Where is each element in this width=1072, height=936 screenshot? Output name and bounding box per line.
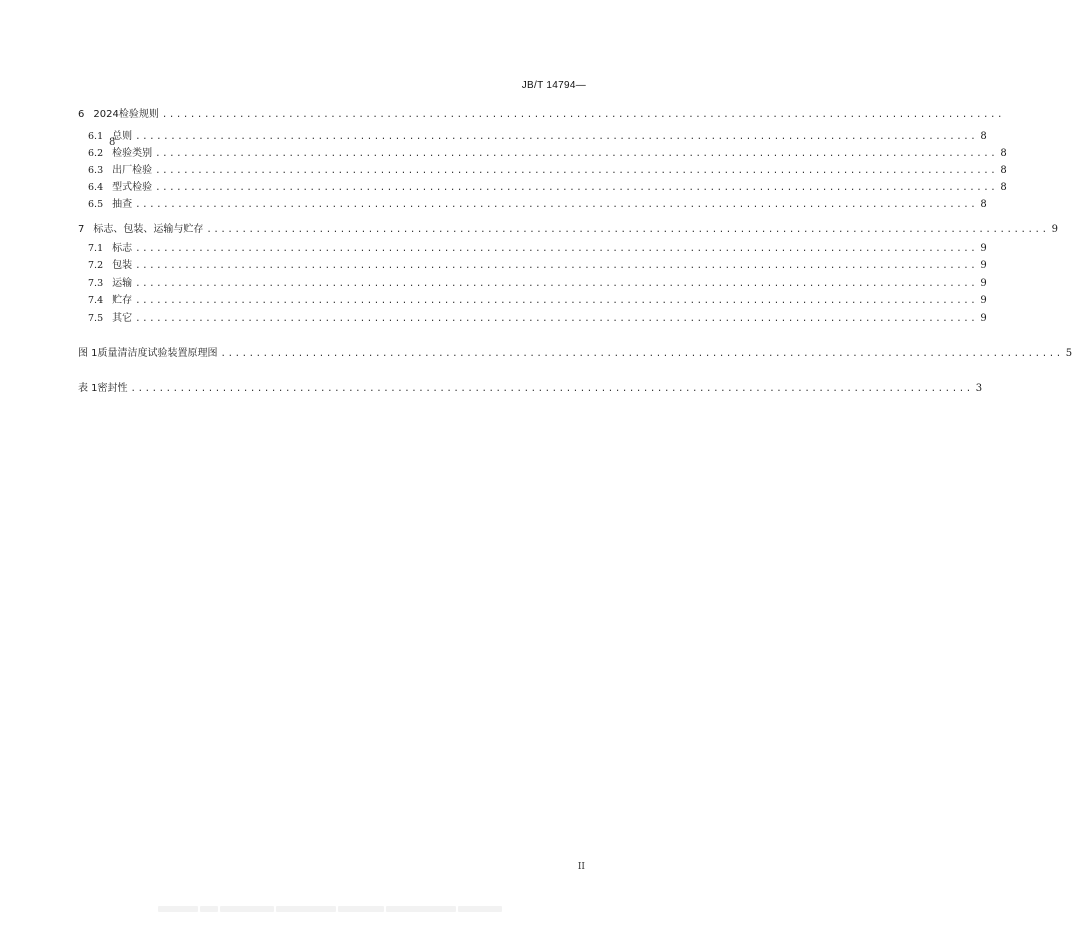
toc-entry-title: 抽查 bbox=[112, 199, 133, 210]
page-number: II bbox=[577, 862, 585, 872]
toc-entry-title: 标志 bbox=[112, 243, 133, 254]
toc-entry-6-5[interactable] bbox=[88, 197, 987, 213]
toc-entry-page: 9 bbox=[980, 243, 987, 254]
toc-entry-title: 2024检验规则 bbox=[93, 109, 159, 120]
toc-entry-6-4[interactable] bbox=[88, 180, 1007, 196]
toc-leader-dots: ........................................................................................................................ bbox=[135, 200, 978, 210]
toc-entry-title: 型式检验 bbox=[112, 182, 153, 193]
toc-entry-title: 运输 bbox=[112, 278, 133, 289]
toc-entry-7-3[interactable] bbox=[88, 276, 987, 292]
toc-entry-7[interactable] bbox=[78, 222, 1058, 238]
toc-entry-number: 6.4 bbox=[88, 182, 104, 193]
table-title: 密封性 bbox=[97, 383, 128, 394]
toc-entry-number: 7 bbox=[78, 224, 85, 235]
toc-entry-7-1[interactable] bbox=[88, 241, 987, 257]
table-list-entry-1[interactable] bbox=[78, 381, 983, 397]
toc-entry-title: 出厂检验 bbox=[112, 165, 153, 176]
toc-entry-page: 8 bbox=[1000, 165, 1007, 176]
toc-leader-dots: ........................................................................................................................ bbox=[135, 261, 978, 271]
toc-entry-number: 7.5 bbox=[88, 313, 104, 324]
toc-entry-title: 其它 bbox=[112, 313, 133, 324]
toc-entry-title: 检验类别 bbox=[112, 148, 153, 159]
stray-page-mark: 8 bbox=[109, 137, 116, 148]
toc-entry-page: 9 bbox=[980, 313, 987, 324]
toc-entry-number: 7.2 bbox=[88, 260, 104, 271]
toc-entry-6[interactable] bbox=[78, 107, 1005, 123]
toc-entry-page: 8 bbox=[1000, 148, 1007, 159]
toc-leader-dots: ........................................................................................................................ bbox=[155, 183, 998, 193]
figure-list-entry-1[interactable] bbox=[78, 346, 1072, 362]
toc-leader-dots: ........................................................................................................................ bbox=[161, 110, 1005, 120]
toc-leader-dots: ........................................................................................................................ bbox=[220, 349, 1063, 359]
toc-entry-page: 9 bbox=[980, 295, 987, 306]
toc-entry-title: 贮存 bbox=[112, 295, 133, 306]
toc-entry-page: 9 bbox=[980, 278, 987, 289]
toc-entry-title: 总则 bbox=[112, 131, 133, 142]
toc-entry-number: 7.4 bbox=[88, 295, 104, 306]
toc-leader-dots: ........................................................................................................................ bbox=[155, 166, 998, 176]
figure-page: 5 bbox=[1065, 348, 1072, 359]
figure-label: 图 1 bbox=[78, 348, 98, 359]
toc-entry-page: 8 bbox=[980, 199, 987, 210]
toc-entry-7-4[interactable] bbox=[88, 293, 987, 309]
toc-leader-dots: ........................................................................................................................ bbox=[130, 384, 973, 394]
document-code: JB/T 14794— bbox=[521, 80, 586, 91]
toc-entry-6-3[interactable] bbox=[88, 163, 1007, 179]
toc-leader-dots: ........................................................................................................................ bbox=[135, 314, 978, 324]
toc-entry-title: 包装 bbox=[112, 260, 133, 271]
toc-entry-number: 6.1 bbox=[88, 131, 104, 142]
toc-leader-dots: ........................................................................................................................ bbox=[135, 279, 978, 289]
toc-entry-page: 9 bbox=[1051, 224, 1058, 235]
toc-entry-7-5[interactable] bbox=[88, 311, 987, 327]
toc-entry-number: 6.5 bbox=[88, 199, 104, 210]
toc-entry-page: 9 bbox=[980, 260, 987, 271]
toc-leader-dots: ........................................................................................................................ bbox=[206, 225, 1049, 235]
toc-entry-number: 7.3 bbox=[88, 278, 104, 289]
figure-title: 质量清洁度试验装置原理图 bbox=[97, 348, 218, 359]
toc-entry-page: 8 bbox=[1000, 182, 1007, 193]
toc-entry-6-1[interactable] bbox=[88, 129, 987, 145]
toc-leader-dots: ........................................................................................................................ bbox=[135, 132, 978, 142]
toc-entry-number: 6 bbox=[78, 109, 85, 120]
table-page: 3 bbox=[975, 383, 983, 394]
toc-entry-7-2[interactable] bbox=[88, 258, 987, 274]
toc-leader-dots: ........................................................................................................................ bbox=[135, 244, 978, 254]
toc-entry-page: 8 bbox=[980, 131, 987, 142]
toc-entry-title: 标志、包装、运输与贮存 bbox=[93, 224, 204, 235]
toc-entry-number: 7.1 bbox=[88, 243, 104, 254]
toc-entry-number: 6.3 bbox=[88, 165, 104, 176]
toc-leader-dots: ........................................................................................................................ bbox=[135, 296, 978, 306]
table-label: 表 1 bbox=[78, 383, 98, 394]
toc-entry-6-2[interactable] bbox=[88, 146, 1007, 162]
toc-entry-number: 6.2 bbox=[88, 148, 104, 159]
toc-leader-dots: ........................................................................................................................ bbox=[155, 149, 998, 159]
faint-watermark bbox=[158, 904, 504, 914]
